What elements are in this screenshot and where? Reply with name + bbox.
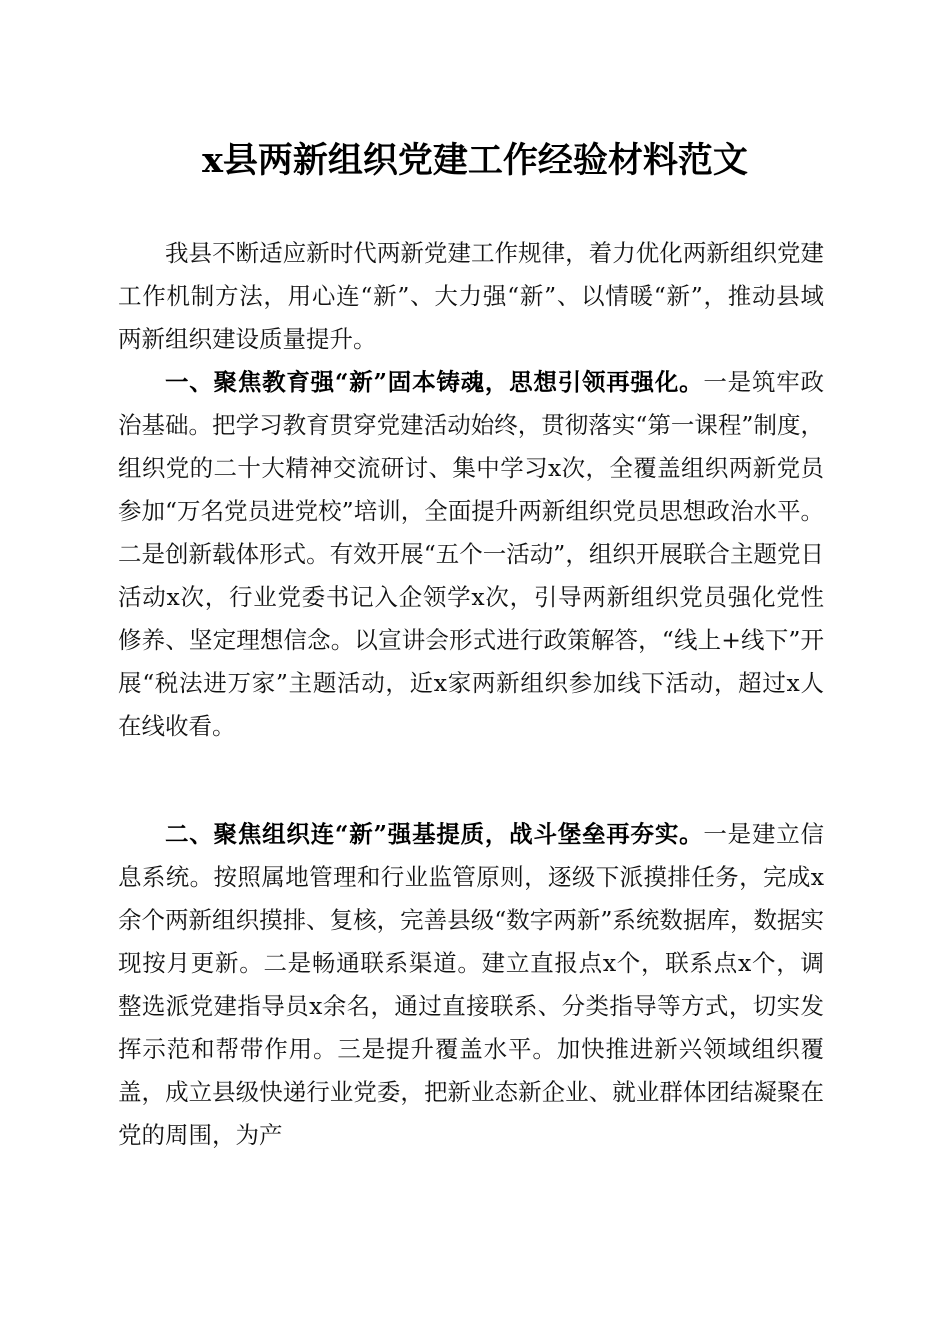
section-1-paragraph (118, 361, 824, 748)
document-title: x县两新组织党建工作经验材料范文 (202, 140, 748, 181)
section-1-text (118, 361, 824, 748)
section-2-text (118, 813, 824, 1157)
section-2-body: 一是建立信息系统。按照属地管理和行业监管原则，逐级下派摸排任务，完成x余个两新组织摸排、复核，完善县级“数字两新”系统数据库，数据实现按月更新。二是畅通联系渠道。建立直报点x个，联系点x个，调整选派党建指导员x余名，通过直接联系、分类指导等方式，切实发挥示范和帮带作用。三是提升覆盖水平。加快推进新兴领域组织覆盖，成立县级快递行业党委，把新业态新企业、就业群体团结凝聚在党的周围，为产 (118, 820, 824, 1149)
intro-paragraph (118, 232, 824, 361)
intro-text: 我县不断适应新时代两新党建工作规律，着力优化两新组织党建工作机制方法，用心连“新”、大力强“新”、以情暖“新”，推动县域两新组织建设质量提升。 (118, 239, 824, 353)
section-1-body: 一是筑牢政治基础。把学习教育贯穿党建活动始终，贯彻落实“第一课程”制度，组织党的二十大精神交流研讨、集中学习x次，全覆盖组织两新党员参加“万名党员进党校”培训，全面提升两新组织党员思想政治水平。二是创新载体形式。有效开展“五个一活动”，组织开展联合主题党日活动x次，行业党委书记入企领学x次，引导两新组织党员强化党性修养、坚定理想信念。以宣讲会形式进行政策解答，“线上+线下”开展“税法进万家”主题活动，近x家两新组织参加线下活动，超过x人在线收看。 (118, 368, 824, 740)
section-1-heading: 一、聚焦教育强“新”固本铸魂，思想引领再强化。 (165, 368, 704, 396)
section-2-paragraph (118, 813, 824, 1157)
section-2-heading: 二、聚焦组织连“新”强基提质，战斗堡垒再夯实。 (165, 820, 704, 848)
